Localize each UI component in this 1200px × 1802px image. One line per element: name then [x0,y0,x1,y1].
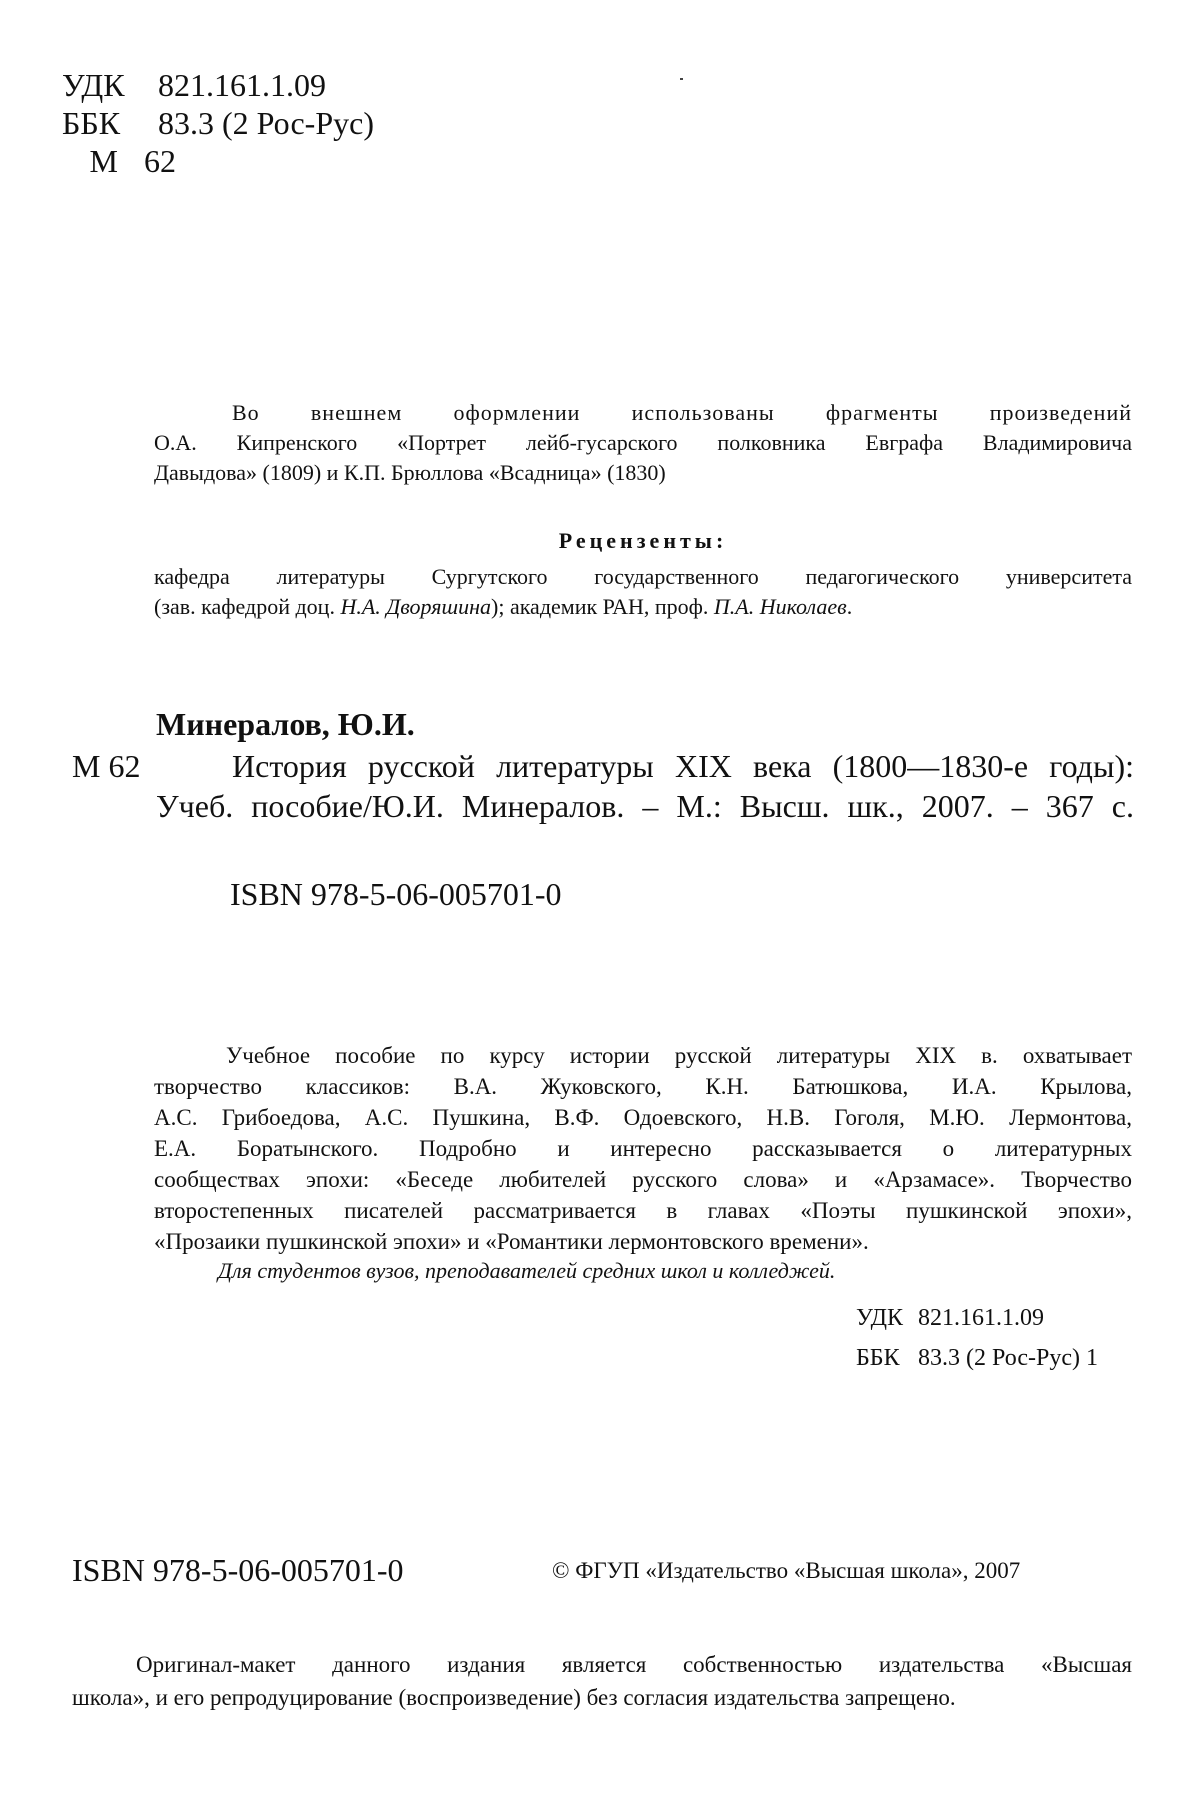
udk-line [62,66,326,104]
bbk-line-bottom [856,1340,1098,1376]
design-note [154,398,1132,488]
reviewers-title: Рецензенты: [558,528,728,553]
design-note-line: Во внешнем оформлении использованы фрагменты произведений [232,400,1132,425]
reviewer-name: П.А. Николаев [713,594,847,619]
reviewers-text-part: . [846,594,853,619]
reviewer-name: Н.А. Дворяшина [340,594,491,619]
bbk-label: ББК [856,1345,900,1371]
annotation-line: сообществах эпохи: «Беседе любителей русского слова» и «Арзамасе». Творчество [154,1167,1132,1192]
annotation-line: творчество классиков: В.А. Жуковского, К.Н. Батюшкова, И.А. Крылова, [154,1074,1132,1099]
target-audience: Для студентов вузов, преподавателей средних школ и колледжей. [218,1258,836,1283]
annotation-line: второстепенных писателей рассматривается в главах «Поэты пушкинской эпохи», [154,1198,1132,1223]
udk-label: УДК [856,1305,903,1331]
bbk-line [62,104,374,142]
udk-label: УДК [62,67,125,103]
book-title-line: История русской литературы XIX века (1800—1830-е годы): [232,748,1134,784]
udk-value: 821.161.1.09 [158,67,326,103]
udk-value: 821.161.1.09 [918,1305,1044,1331]
copyright-line: © ФГУП «Издательство «Высшая школа», 2007 [552,1558,1021,1583]
annotation-line: «Прозаики пушкинской эпохи» и «Романтики лермонтовского времени». [154,1229,869,1254]
bbk-value: 83.3 (2 Рос-Рус) 1 [918,1345,1098,1371]
author-mark-line [62,142,176,180]
annotation-line: Учебное пособие по курсу истории русской литературы XIX в. охватывает [226,1043,1132,1068]
author-code: М 62 [72,748,141,784]
annotation-line: А.С. Грибоедова, А.С. Пушкина, В.Ф. Одоевского, Н.В. Гоголя, М.Ю. Лермонтова, [154,1105,1132,1130]
isbn-footer: ISBN 978-5-06-005701-0 [72,1552,404,1588]
rights-notice-line: Оригинал-макет данного издания является собственностью издательства «Высшая [136,1652,1132,1677]
reviewers-text-part: (зав. кафедрой доц. [154,594,341,619]
design-note-line: О.А. Кипренского «Портрет лейб-гусарского полковника Евграфа Владимировича [154,430,1132,455]
udk-line-bottom [856,1300,1044,1336]
author-mark-value: 62 [144,143,176,179]
author-mark-label: М [89,143,118,179]
book-title-line: Учеб. пособие/Ю.И. Минералов. – М.: Высш. шк., 2007. – 367 с. [156,788,1134,824]
author-heading: Минералов, Ю.И. [156,706,415,742]
scan-speck [680,78,683,80]
design-note-line: Давыдова» (1809) и К.П. Брюллова «Всадница» (1830) [154,460,666,485]
reviewers-text-part: ); академик РАН, проф. [491,594,714,619]
isbn: ISBN 978-5-06-005701-0 [230,876,562,912]
rights-notice [72,1648,1132,1714]
bbk-label: ББК [62,105,121,141]
annotation-line: Е.А. Боратынского. Подробно и интересно рассказывается о литературных [154,1136,1132,1161]
reviewers-line-2 [154,594,852,619]
rights-notice-line: школа», и его репродуцирование (воспроизведение) без согласия издательства запрещено. [72,1685,956,1710]
reviewers-line: кафедра литературы Сургутского государственного педагогического университета [154,564,1132,589]
reviewers-text [154,562,1132,622]
annotation [154,1040,1132,1257]
bbk-value: 83.3 (2 Рос-Рус) [158,105,374,141]
